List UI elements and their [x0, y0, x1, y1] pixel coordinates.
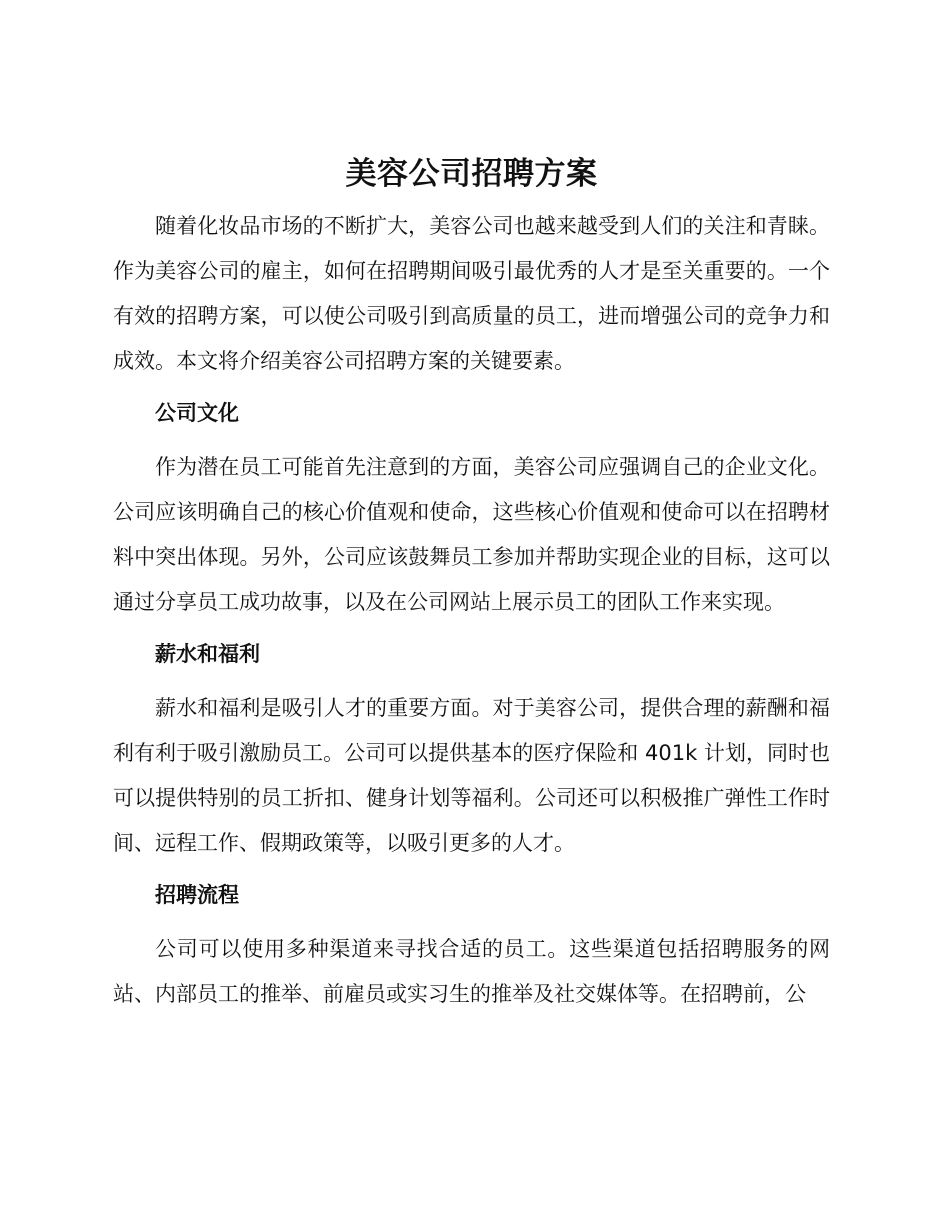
section-heading-salary-benefits: 薪水和福利 — [155, 642, 260, 666]
section-body-salary-benefits: 薪水和福利是吸引人才的重要方面。对于美容公司，提供合理的薪酬和福利有利于吸引激励员工。公司可以提供基本的医疗保险和 401k 计划，同时也可以提供特别的员工折扣、健身计划等福利。公司还可以积极推广弹性工作时间、远程工作、假期政策等，以吸引更多的人才。 — [113, 696, 830, 855]
section-heading-recruitment-process: 招聘流程 — [155, 883, 239, 907]
section-body-recruitment-process: 公司可以使用多种渠道来寻找合适的员工。这些渠道包括招聘服务的网站、内部员工的推举、前雇员或实习生的推举及社交媒体等。在招聘前，公 — [113, 937, 830, 1006]
section-heading-company-culture: 公司文化 — [155, 401, 239, 425]
intro-paragraph: 随着化妆品市场的不断扩大，美容公司也越来越受到人们的关注和青睐。作为美容公司的雇主，如何在招聘期间吸引最优秀的人才是至关重要的。一个有效的招聘方案，可以使公司吸引到高质量的员工，进而增强公司的竞争力和成效。本文将介绍美容公司招聘方案的关键要素。 — [113, 214, 830, 373]
document-page — [113, 150, 830, 1017]
document-title: 美容公司招聘方案 — [345, 156, 598, 192]
section-body-company-culture: 作为潜在员工可能首先注意到的方面，美容公司应强调自己的企业文化。公司应该明确自己的核心价值观和使命，这些核心价值观和使命可以在招聘材料中突出体现。另外，公司应该鼓舞员工参加并帮助实现企业的目标，这可以通过分享员工成功故事，以及在公司网站上展示员工的团队工作来实现。 — [113, 455, 830, 614]
